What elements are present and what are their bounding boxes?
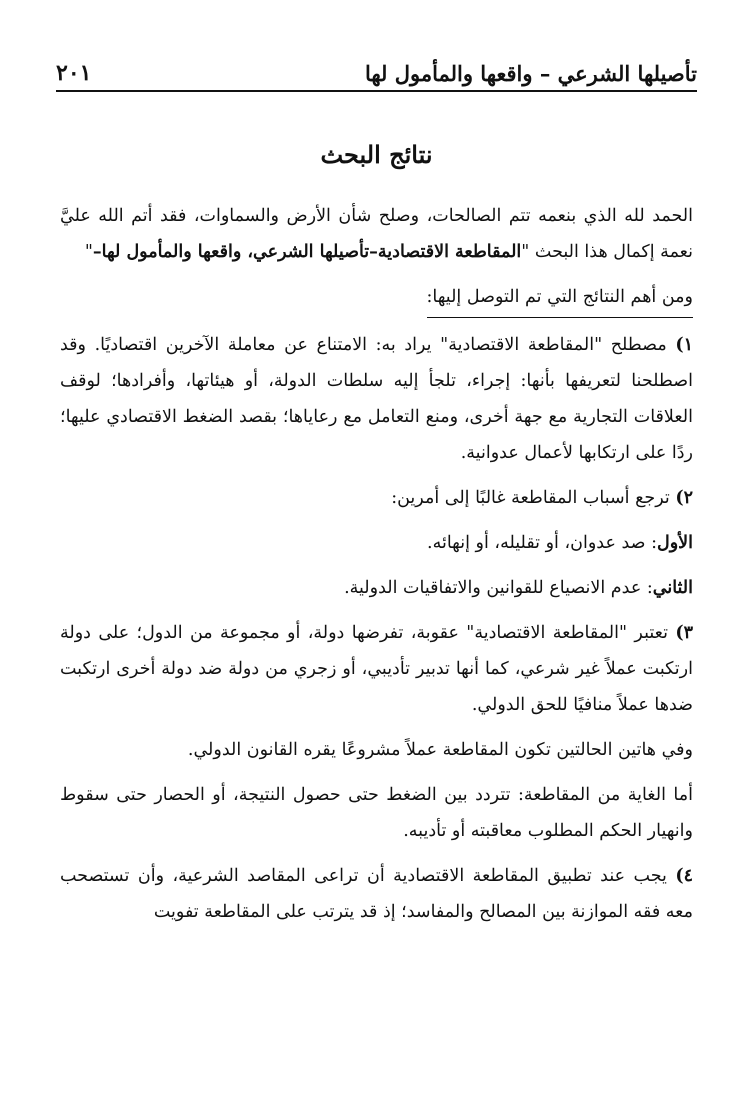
results-heading-paragraph	[60, 279, 693, 318]
item-2-first	[60, 525, 693, 561]
item-2-second-text: : عدم الانصياع للقوانين والاتفاقيات الدولية.	[344, 578, 653, 598]
item-4-text: يجب عند تطبيق المقاطعة الاقتصادية أن تراعى المقاصد الشرعية، وأن تستصحب معه فقه الموازنة بين المصالح والمفاسد؛ إذ قد يترتب على المقاطعة تفويت	[60, 866, 693, 922]
running-title: تأصيلها الشرعي – واقعها والمأمول لها	[364, 61, 697, 86]
item-3-para2: وفي هاتين الحالتين تكون المقاطعة عملاً مشروعًا يقره القانون الدولي.	[187, 740, 693, 760]
item-2-second	[60, 570, 693, 606]
item-2-first-label: الأول	[656, 533, 693, 553]
item-1-text: مصطلح "المقاطعة الاقتصادية" يراد به: الامتناع عن معاملة الآخرين اقتصاديًا. وقد اصطلحنا لتعريفها بأنها: إجراء، تلجأ إليه سلطات الدولة، أو هيئاتها، وأفرادها؛ لوقف العلاقات التجارية مع جهة أخرى، ومنع التعامل مع رعاياها؛ بقصد الضغط الاقتصادي عليها؛ ردًا على ارتكابها لأعمال عدوانية.	[60, 335, 693, 463]
intro-paragraph	[60, 198, 693, 270]
intro-part1: الحمد لله الذي بنعمه تتم الصالحات، وصلح شأن الأرض والسماوات، فقد أتم الله عليَّ نعمة إكمال هذا البحث "	[60, 206, 693, 262]
intro-part2: "	[84, 242, 93, 262]
item-3-text: تعتبر "المقاطعة الاقتصادية" عقوبة، تفرضها دولة، أو مجموعة من الدول؛ على دولة ارتكبت عملاً غير شرعي، كما أنها تدبير تأديبي، أو زجري من دولة ضد دولة أخرى ارتكبت ضدها عملاً منافيًا للحق الدولي.	[60, 623, 693, 715]
item-3	[60, 615, 693, 723]
item-3-number: ٣)	[675, 623, 693, 643]
intro-bold-title: المقاطعة الاقتصادية–تأصيلها الشرعي، واقعها والمأمول لها–	[92, 242, 522, 262]
item-2	[60, 480, 693, 516]
body-text	[60, 198, 693, 939]
item-2-number: ٢)	[675, 488, 693, 508]
item-2-first-text: : صد عدوان، أو تقليله، أو إنهائه.	[427, 533, 657, 553]
results-heading: ومن أهم النتائج التي تم التوصل إليها:	[427, 279, 694, 318]
item-1-number: ١)	[675, 335, 693, 355]
item-2-text: ترجع أسباب المقاطعة غالبًا إلى أمرين:	[391, 488, 676, 508]
item-3-para3: أما الغاية من المقاطعة: تتردد بين الضغط حتى حصول النتيجة، أو الحصار حتى سقوط وانهيار الحكم المطلوب معاقبته أو تأديبه.	[60, 785, 693, 841]
section-title: نتائج البحث	[320, 140, 433, 169]
item-2-second-label: الثاني	[652, 578, 693, 598]
page-number: ٢٠١	[56, 60, 92, 86]
page-header	[56, 52, 697, 92]
item-4-number: ٤)	[675, 866, 693, 886]
item-1	[60, 327, 693, 471]
item-4	[60, 858, 693, 930]
